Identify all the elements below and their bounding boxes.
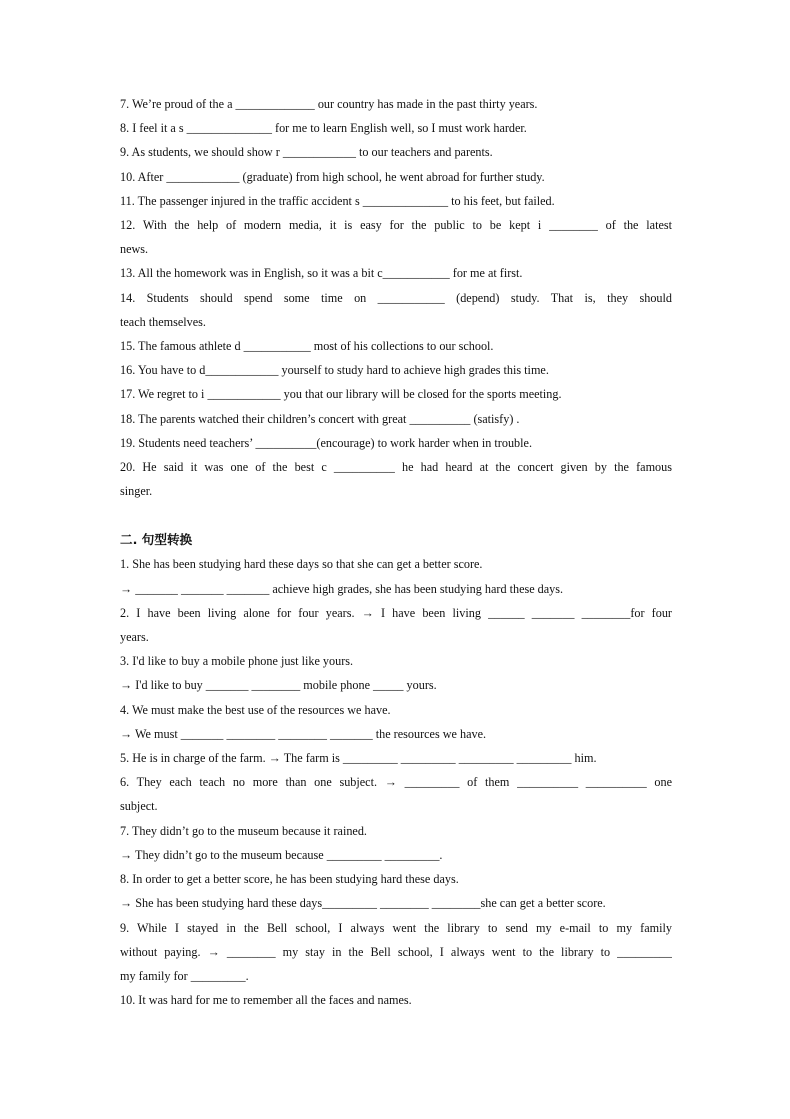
transform-2-cont: years. — [120, 630, 149, 645]
item-9: 9. As students, we should show r ____________ to our teachers and parents. — [120, 145, 493, 160]
transform-2: 2. I have been living alone for four years. → I have been living ______ _______ ________for four — [120, 605, 672, 620]
item-11: 11. The passenger injured in the traffic accident s ______________ to his feet, but failed. — [120, 193, 555, 208]
transform-7-answer: → They didn’t go to the museum because _________ _________. — [120, 847, 443, 862]
item-19: 19. Students need teachers’ __________(encourage) to work harder when in trouble. — [120, 435, 532, 450]
item-10: 10. After ____________ (graduate) from high school, he went abroad for further study. — [120, 169, 545, 184]
transform-4: 4. We must make the best use of the resources we have. — [120, 702, 391, 717]
sentence-transformation-section — [120, 552, 672, 1012]
item-14: 14. Students should spend some time on ___________ (depend) study. That is, they should — [120, 290, 672, 305]
item-17: 17. We regret to i ____________ you that our library will be closed for the sports meeting. — [120, 387, 562, 402]
section-heading: 二. 句型转换 — [120, 532, 193, 548]
transform-1-answer: → _______ _______ _______ achieve high grades, she has been studying hard these days. — [120, 581, 564, 596]
item-15: 15. The famous athlete d ___________ most of his collections to our school. — [120, 339, 494, 354]
item-18: 18. The parents watched their children’s concert with great __________ (satisfy) . — [120, 411, 520, 426]
transform-7: 7. They didn’t go to the museum because it rained. — [120, 823, 367, 838]
item-20-cont: singer. — [120, 484, 153, 499]
transform-10: 10. It was hard for me to remember all the faces and names. — [120, 993, 412, 1008]
transform-9: 9. While I stayed in the Bell school, I always went the library to send my e-mail to my family — [120, 920, 672, 935]
worksheet-page — [120, 92, 672, 1012]
vocabulary-section — [120, 92, 672, 503]
item-13: 13. All the homework was in English, so it was a bit c___________ for me at first. — [120, 266, 523, 281]
transform-3-answer: → I'd like to buy _______ ________ mobile phone _____ yours. — [120, 678, 437, 693]
transform-9-cont: without paying. → ________ my stay in the Bell school, I always went to the library to _________ — [120, 944, 672, 959]
transform-8-answer: → She has been studying hard these days_________ ________ ________she can get a better score. — [120, 896, 606, 911]
transform-5: 5. He is in charge of the farm. → The farm is _________ _________ _________ _________ him. — [120, 751, 597, 766]
transform-3: 3. I'd like to buy a mobile phone just like yours. — [120, 654, 354, 669]
transform-1: 1. She has been studying hard these days so that she can get a better score. — [120, 557, 483, 572]
item-12-cont: news. — [120, 242, 149, 257]
item-12: 12. With the help of modern media, it is easy for the public to be kept i ________ of the latest — [120, 218, 672, 233]
item-7: 7. We’re proud of the a _____________ our country has made in the past thirty years. — [120, 97, 538, 111]
item-20: 20. He said it was one of the best c __________ he had heard at the concert given by the famous — [120, 460, 672, 475]
transform-6: 6. They each teach no more than one subject. → _________ of them __________ __________ one — [120, 775, 672, 790]
transform-4-answer: → We must _______ ________ ________ _______ the resources we have. — [120, 726, 487, 741]
item-16: 16. You have to d____________ yourself to study hard to achieve high grades this time. — [120, 363, 549, 378]
item-14-cont: teach themselves. — [120, 314, 206, 329]
transform-8: 8. In order to get a better score, he has been studying hard these days. — [120, 872, 459, 887]
transform-9-cont-2: my family for _________. — [120, 968, 249, 983]
transform-6-cont: subject. — [120, 799, 158, 814]
item-8: 8. I feel it a s ______________ for me to learn English well, so I must work harder. — [120, 121, 527, 136]
